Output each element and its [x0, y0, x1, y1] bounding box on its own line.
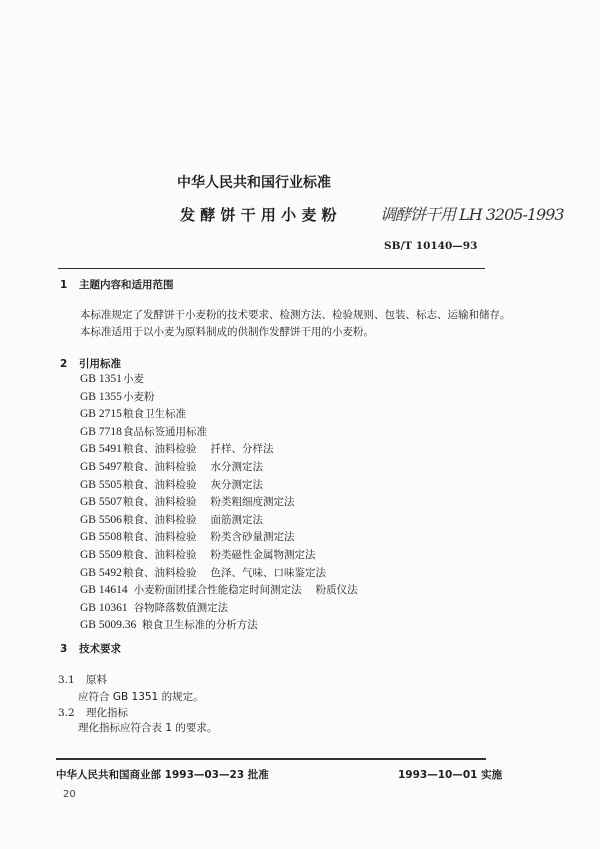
- reference-code: GB 5492: [80, 566, 122, 579]
- header-divider: [58, 268, 485, 269]
- section-number: 3: [60, 643, 68, 655]
- reference-item: [80, 459, 263, 474]
- reference-code: GB 7718: [80, 425, 122, 438]
- reference-name: 小麦粉: [123, 390, 155, 403]
- reference-item: [80, 424, 207, 439]
- reference-name: 谷物降落数值测定法: [133, 601, 229, 614]
- paragraph: 本标准规定了发酵饼干小麦粉的技术要求、检测方法、检验规则、包装、标志、运输和储存。: [80, 309, 511, 321]
- reference-item: [80, 441, 274, 456]
- section-title: 引用标准: [78, 358, 121, 370]
- reference-code: GB 2715: [80, 408, 122, 421]
- reference-item: [80, 582, 358, 597]
- reference-name: 粮食、油料检验: [123, 496, 197, 509]
- subsection-number: 3.2: [58, 707, 75, 719]
- reference-code: GB 5505: [80, 478, 122, 491]
- approval-line: 中华人民共和国商业部 1993—03—23 批准: [56, 769, 269, 781]
- reference-method: 色泽、气味、口味鉴定法: [210, 566, 326, 579]
- reference-item: [80, 547, 316, 562]
- subsection-text: 应符合 GB 1351 的规定。: [78, 691, 204, 703]
- reference-name: 粮食卫生标准的分析方法: [142, 619, 258, 632]
- reference-code: GB 5508: [80, 531, 122, 544]
- reference-code: GB 5506: [80, 513, 122, 526]
- reference-method: 灰分测定法: [210, 478, 263, 491]
- reference-item: [80, 529, 295, 544]
- reference-code: GB 1355: [80, 390, 122, 403]
- reference-item: [80, 617, 258, 632]
- footer-divider: [56, 758, 486, 760]
- reference-name: 小麦粉面团揉合性能稳定时间测定法: [133, 584, 302, 597]
- section-3-heading: [60, 641, 121, 656]
- reference-method: 粉类粗细度测定法: [210, 496, 295, 509]
- reference-item: [80, 389, 155, 404]
- section-number: 2: [60, 358, 68, 370]
- reference-method: 粉类磁性金属物测定法: [210, 549, 316, 561]
- reference-name: 粮食、油料检验: [123, 443, 197, 456]
- section-1-heading: [60, 277, 173, 292]
- standard-code: SB/T 10140—93: [384, 240, 478, 252]
- subsection-3-1-heading: [58, 672, 107, 687]
- subsection-3-2-heading: [58, 705, 128, 720]
- reference-method: 粉类含砂量测定法: [210, 531, 295, 544]
- reference-code: GB 5491: [80, 443, 122, 456]
- reference-item: [80, 477, 263, 492]
- reference-code: GB 10361: [80, 601, 128, 614]
- reference-code: GB 5509: [80, 549, 122, 561]
- reference-item: [80, 371, 144, 386]
- page-number: 20: [63, 789, 76, 800]
- reference-name: 粮食、油料检验: [123, 461, 197, 473]
- reference-code: GB 5507: [80, 496, 122, 509]
- reference-item: [80, 600, 228, 615]
- subsection-title: 理化指标: [86, 707, 129, 719]
- reference-code: GB 1351: [80, 373, 122, 385]
- reference-name: 粮食、油料检验: [123, 566, 197, 579]
- reference-name: 粮食、油料检验: [123, 478, 197, 491]
- reference-name: 粮食卫生标准: [123, 408, 186, 421]
- reference-method: 面筋测定法: [210, 513, 263, 526]
- reference-item: [80, 494, 295, 509]
- reference-method: 扦样、分样法: [210, 443, 274, 456]
- reference-item: [80, 565, 326, 580]
- reference-name: 小麦: [123, 373, 144, 385]
- reference-name: 粮食、油料检验: [123, 531, 197, 544]
- reference-code: GB 14614: [80, 584, 128, 597]
- reference-code: GB 5009.36: [80, 619, 137, 632]
- reference-name: 食品标签通用标准: [123, 425, 207, 438]
- org-title: 中华人民共和国行业标准: [177, 175, 331, 191]
- reference-item: [80, 512, 263, 527]
- paragraph: 本标准适用于以小麦为原料制成的供制作发酵饼干用的小麦粉。: [80, 326, 374, 338]
- reference-method: 粉质仪法: [315, 584, 358, 597]
- subsection-title: 原料: [86, 674, 108, 686]
- section-2-heading: [60, 356, 121, 371]
- doc-title: 发 酵 饼 干 用 小 麦 粉: [180, 206, 337, 224]
- section-title: 技术要求: [78, 643, 121, 655]
- subsection-text: 理化指标应符合表 1 的要求。: [78, 722, 218, 734]
- subsection-number: 3.1: [58, 674, 75, 686]
- reference-name: 粮食、油料检验: [123, 549, 197, 561]
- reference-name: 粮食、油料检验: [123, 513, 197, 526]
- section-number: 1: [60, 279, 68, 291]
- reference-method: 水分测定法: [210, 461, 263, 473]
- reference-code: GB 5497: [80, 461, 122, 473]
- reference-item: [80, 406, 186, 421]
- section-title: 主题内容和适用范围: [78, 279, 174, 291]
- handwritten-note: 调酵饼干用 LH 3205-1993: [380, 205, 564, 224]
- implementation-date: 1993—10—01 实施: [398, 769, 503, 781]
